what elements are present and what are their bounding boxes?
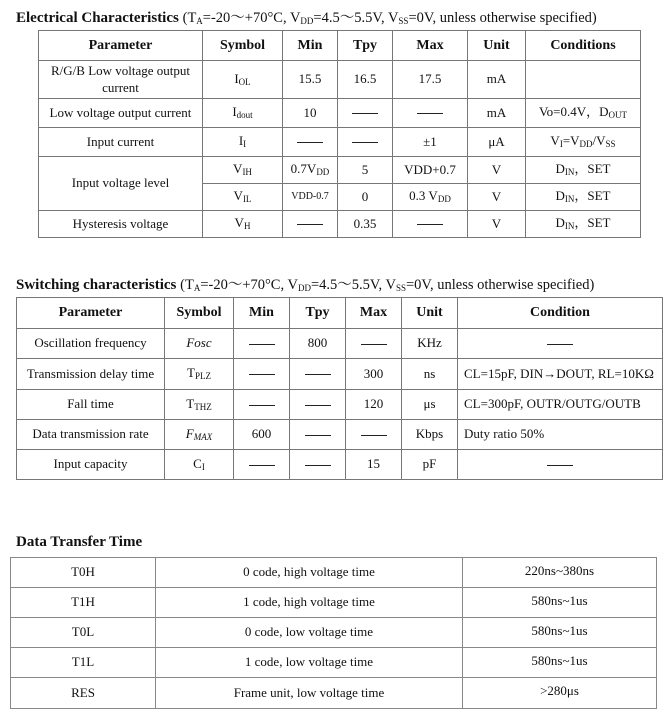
col-header: Symbol: [203, 31, 283, 61]
param-cell: Low voltage output current: [39, 99, 203, 128]
cond-cell: $D_{IN}$，SET: [526, 211, 641, 238]
dash: [249, 374, 275, 375]
table-row: [11, 558, 657, 588]
max-cell: [393, 99, 468, 128]
dash: [361, 344, 387, 345]
timing-value: 580ns~1us: [463, 618, 657, 648]
min-cell: [234, 359, 290, 390]
table-row: [11, 678, 657, 709]
param-cell: Transmission delay time: [17, 359, 165, 390]
timing-name: T0H: [11, 558, 156, 588]
switching-conditions: ($T_A=-20\sim+70^\circ C$, $V_{DD}=4.5\sim 5.5V$, $V_{SS}=0V$, unless otherwise specified): [180, 277, 595, 293]
param-cell: Oscillation frequency: [17, 329, 165, 359]
col-header: Unit: [468, 31, 526, 61]
unit-cell: μA: [468, 128, 526, 157]
table-row: [39, 61, 641, 99]
table-header-row: [39, 31, 641, 61]
min-cell: 600: [234, 420, 290, 450]
symbol-cell: $V_H$: [203, 211, 283, 238]
unit-cell: V: [468, 184, 526, 211]
param-cell: Data transmission rate: [17, 420, 165, 450]
unit-cell: mA: [468, 99, 526, 128]
max-cell: [346, 420, 402, 450]
col-header: Min: [283, 31, 338, 61]
dash: [249, 405, 275, 406]
min-cell: [283, 211, 338, 238]
typ-cell: [290, 390, 346, 420]
cond-cell: Duty ratio 50%: [458, 420, 663, 450]
timing-name: T1L: [11, 648, 156, 678]
cond-cell: Vo=0.4V，$D_{OUT}$: [526, 99, 641, 128]
dash: [547, 465, 573, 466]
min-cell: $0.7V_{DD}$: [283, 157, 338, 184]
param-cell: R/G/B Low voltage output current: [39, 61, 203, 99]
unit-cell: KHz: [402, 329, 458, 359]
max-cell: ±1: [393, 128, 468, 157]
switching-title: [16, 273, 594, 294]
switching-title-text: Switching characteristics: [16, 277, 177, 293]
timing-name: RES: [11, 678, 156, 709]
table-row: [11, 618, 657, 648]
dash: [305, 374, 331, 375]
cond-cell: CL=300pF, OUTR/OUTG/OUTB: [458, 390, 663, 420]
col-header: Tpy: [290, 298, 346, 329]
table-row: [39, 157, 641, 184]
col-header: Min: [234, 298, 290, 329]
cond-cell: [458, 329, 663, 359]
table-row: [11, 648, 657, 678]
dash: [352, 142, 378, 143]
max-cell: [346, 329, 402, 359]
timing-desc: 1 code, high voltage time: [156, 588, 463, 618]
dash: [305, 435, 331, 436]
electrical-conditions: ($T_A=-20\sim+70^\circ C$, $V_{DD}=4.5\sim 5.5V$, $V_{SS}=0V$, unless otherwise specified): [182, 10, 597, 26]
symbol-cell: $V_{IL}$: [203, 184, 283, 211]
max-cell: 300: [346, 359, 402, 390]
table-row: [17, 329, 663, 359]
typ-cell: 0: [338, 184, 393, 211]
symbol-cell: $I_I$: [203, 128, 283, 157]
timing-value: 580ns~1us: [463, 588, 657, 618]
unit-cell: μs: [402, 390, 458, 420]
param-cell: Hysteresis voltage: [39, 211, 203, 238]
data-transfer-table: [10, 557, 657, 709]
unit-cell: V: [468, 157, 526, 184]
min-cell: [234, 450, 290, 480]
symbol-cell: $C_I$: [165, 450, 234, 480]
min-cell: 10: [283, 99, 338, 128]
table-row: [17, 359, 663, 390]
symbol-cell: $V_{IH}$: [203, 157, 283, 184]
param-cell: Fall time: [17, 390, 165, 420]
col-header: Max: [346, 298, 402, 329]
col-header: Max: [393, 31, 468, 61]
col-header: Conditions: [526, 31, 641, 61]
dash: [297, 142, 323, 143]
cond-cell: $V_I=V_{DD}/V_{SS}$: [526, 128, 641, 157]
timing-value: 220ns~380ns: [463, 558, 657, 588]
param-cell: Input current: [39, 128, 203, 157]
cond-cell: $D_{IN}$，SET: [526, 184, 641, 211]
typ-cell: 5: [338, 157, 393, 184]
param-cell: Input capacity: [17, 450, 165, 480]
table-row: [39, 128, 641, 157]
max-cell: VDD+0.7: [393, 157, 468, 184]
col-header: Parameter: [17, 298, 165, 329]
dash: [417, 113, 443, 114]
table-row: [17, 390, 663, 420]
symbol-cell: $T_{THZ}$: [165, 390, 234, 420]
dash: [305, 465, 331, 466]
typ-cell: [290, 450, 346, 480]
timing-value: 580ns~1us: [463, 648, 657, 678]
symbol-cell: $T_{PLZ}$: [165, 359, 234, 390]
col-header: Symbol: [165, 298, 234, 329]
col-header: Tpy: [338, 31, 393, 61]
symbol-cell: $F_{MAX}$: [165, 420, 234, 450]
typ-cell: 0.35: [338, 211, 393, 238]
electrical-title-text: Electrical Characteristics: [16, 10, 179, 26]
col-header: Parameter: [39, 31, 203, 61]
table-row: [39, 99, 641, 128]
timing-desc: 0 code, high voltage time: [156, 558, 463, 588]
typ-cell: [338, 128, 393, 157]
dash: [249, 465, 275, 466]
typ-cell: 16.5: [338, 61, 393, 99]
timing-desc: Frame unit, low voltage time: [156, 678, 463, 709]
dash: [249, 344, 275, 345]
table-row: [11, 588, 657, 618]
table-row: [17, 420, 663, 450]
table-header-row: [17, 298, 663, 329]
electrical-title: [16, 6, 597, 27]
symbol-cell: $I_{dout}$: [203, 99, 283, 128]
symbol-cell: Fosc: [165, 329, 234, 359]
max-cell: 15: [346, 450, 402, 480]
cond-cell: [458, 450, 663, 480]
timing-name: T1H: [11, 588, 156, 618]
dash: [547, 344, 573, 345]
timing-desc: 0 code, low voltage time: [156, 618, 463, 648]
min-cell: [234, 329, 290, 359]
unit-cell: V: [468, 211, 526, 238]
unit-cell: mA: [468, 61, 526, 99]
typ-cell: [338, 99, 393, 128]
timing-name: T0L: [11, 618, 156, 648]
max-cell: 17.5: [393, 61, 468, 99]
typ-cell: 800: [290, 329, 346, 359]
dash: [297, 224, 323, 225]
max-cell: 0.3 $V_{DD}$: [393, 184, 468, 211]
typ-cell: [290, 420, 346, 450]
typ-cell: [290, 359, 346, 390]
data-transfer-title-text: Data Transfer Time: [16, 534, 143, 550]
min-cell: 15.5: [283, 61, 338, 99]
electrical-table: [38, 30, 641, 238]
dash: [417, 224, 443, 225]
col-header: Unit: [402, 298, 458, 329]
switching-table: [16, 297, 663, 480]
cond-cell: [526, 61, 641, 99]
unit-cell: ns: [402, 359, 458, 390]
min-cell: [283, 128, 338, 157]
table-row: [17, 450, 663, 480]
col-header: Condition: [458, 298, 663, 329]
dash: [305, 405, 331, 406]
table-row: [39, 211, 641, 238]
max-cell: 120: [346, 390, 402, 420]
data-transfer-title: [16, 534, 142, 551]
dash: [361, 435, 387, 436]
dash: [352, 113, 378, 114]
min-cell: VDD-0.7: [283, 184, 338, 211]
param-cell: Input voltage level: [39, 157, 203, 211]
timing-value: >280μs: [463, 678, 657, 709]
unit-cell: Kbps: [402, 420, 458, 450]
max-cell: [393, 211, 468, 238]
cond-cell: $D_{IN}$，SET: [526, 157, 641, 184]
symbol-cell: $I_{OL}$: [203, 61, 283, 99]
timing-desc: 1 code, low voltage time: [156, 648, 463, 678]
unit-cell: pF: [402, 450, 458, 480]
min-cell: [234, 390, 290, 420]
cond-cell: CL=15pF, DIN→DOUT, RL=10KΩ: [458, 359, 663, 390]
